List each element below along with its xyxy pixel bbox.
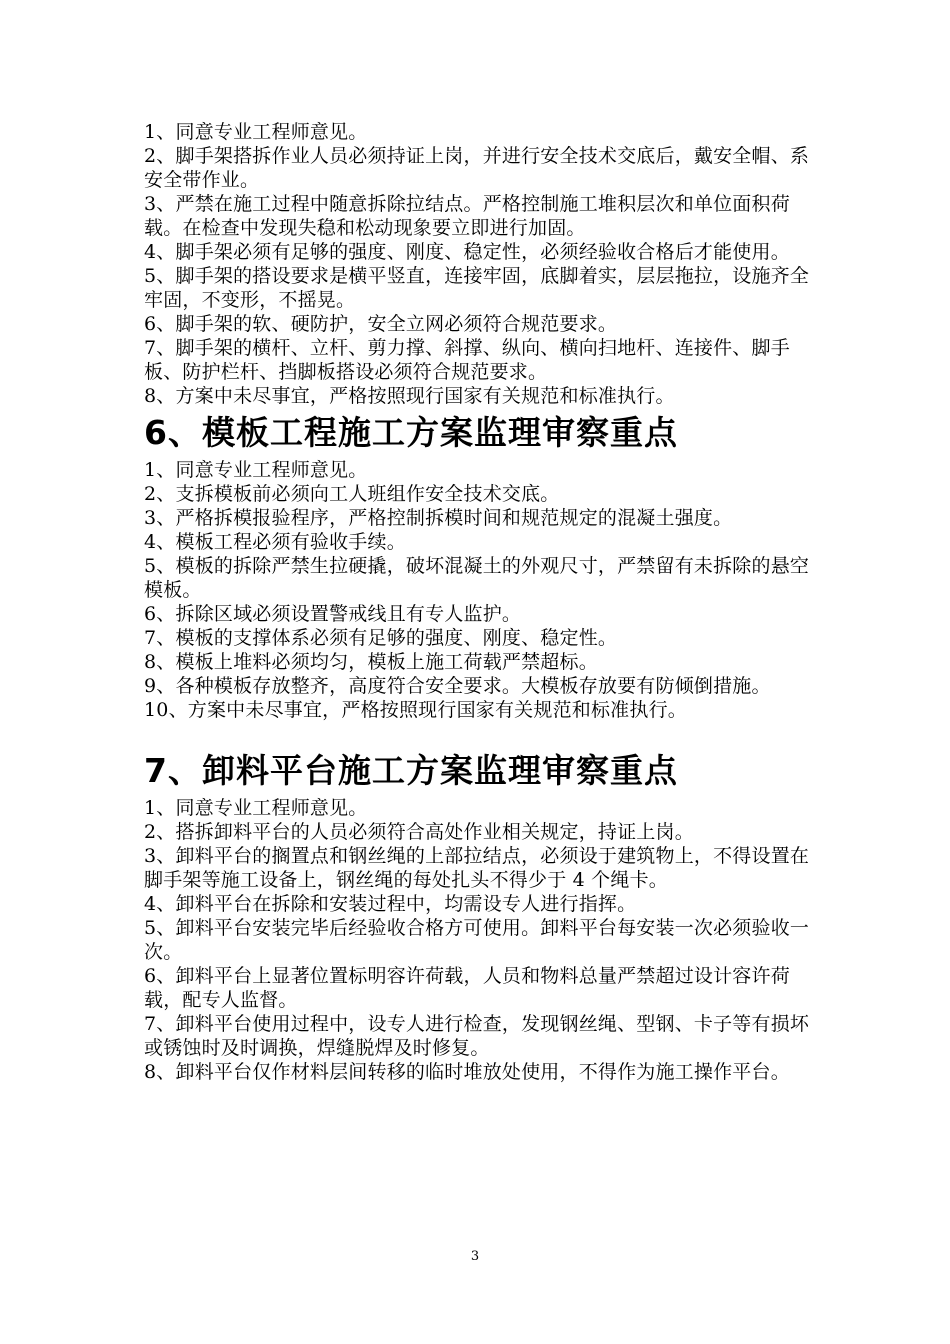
list-item: 7、脚手架的横杆、立杆、剪力撑、斜撑、纵向、横向扫地杆、连接件、脚手板、防护栏杆、挡脚板搭设必须符合规范要求。 xyxy=(144,337,790,383)
list-item: 5、卸料平台安装完毕后经验收合格方可使用。卸料平台每安装一次必须验收一次。 xyxy=(144,917,810,963)
list-item: 6、脚手架的软、硬防护，安全立网必须符合规范要求。 xyxy=(144,313,618,335)
section-6-heading: 6、模板工程施工方案监理审察重点 xyxy=(144,413,678,452)
list-item: 9、各种模板存放整齐，高度符合安全要求。大模板存放要有防倾倒措施。 xyxy=(144,675,771,697)
section-6-list xyxy=(144,458,816,722)
list-item: 4、卸料平台在拆除和安装过程中，均需设专人进行指挥。 xyxy=(144,893,637,915)
list-item: 7、卸料平台使用过程中，设专人进行检查，发现钢丝绳、型钢、卡子等有损坏或锈蚀时及时调换，焊缝脱焊及时修复。 xyxy=(144,1013,810,1059)
list-item: 3、严格拆模报验程序，严格控制拆模时间和规范规定的混凝土强度。 xyxy=(144,507,733,529)
list-item: 8、模板上堆料必须均匀，模板上施工荷载严禁超标。 xyxy=(144,651,598,673)
list-item: 5、脚手架的搭设要求是横平竖直，连接牢固，底脚着实，层层拖拉，设施齐全牢固，不变形，不摇晃。 xyxy=(144,265,810,311)
list-item: 8、卸料平台仅作材料层间转移的临时堆放处使用，不得作为施工操作平台。 xyxy=(144,1061,790,1083)
list-item: 3、卸料平台的搁置点和钢丝绳的上部拉结点，必须设于建筑物上，不得设置在脚手架等施工设备上，钢丝绳的每处扎头不得少于 4 个绳卡。 xyxy=(144,845,810,891)
list-item: 2、脚手架搭拆作业人员必须持证上岗，并进行安全技术交底后，戴安全帽、系安全带作业。 xyxy=(144,145,810,191)
list-item: 6、卸料平台上显著位置标明容许荷载，人员和物料总量严禁超过设计容许荷载，配专人监督。 xyxy=(144,965,790,1011)
list-item: 1、同意专业工程师意见。 xyxy=(144,459,368,481)
list-item: 4、脚手架必须有足够的强度、刚度、稳定性，必须经验收合格后才能使用。 xyxy=(144,241,790,263)
section-5-list xyxy=(144,120,816,408)
section-spacer xyxy=(144,722,816,746)
list-item: 1、同意专业工程师意见。 xyxy=(144,797,368,819)
list-item: 3、严禁在施工过程中随意拆除拉结点。严格控制施工堆积层次和单位面积荷载。在检查中发现失稳和松动现象要立即进行加固。 xyxy=(144,193,790,239)
list-item: 10、方案中未尽事宜，严格按照现行国家有关规范和标准执行。 xyxy=(144,699,687,721)
list-item: 8、方案中未尽事宜，严格按照现行国家有关规范和标准执行。 xyxy=(144,385,675,407)
section-7-heading: 7、卸料平台施工方案监理审察重点 xyxy=(144,751,678,790)
list-item: 2、搭拆卸料平台的人员必须符合高处作业相关规定，持证上岗。 xyxy=(144,821,694,843)
page-number: 3 xyxy=(470,1249,480,1264)
page-content xyxy=(144,120,816,1084)
list-item: 1、同意专业工程师意见。 xyxy=(144,121,368,143)
list-item: 6、拆除区域必须设置警戒线且有专人监护。 xyxy=(144,603,522,625)
list-item: 4、模板工程必须有验收手续。 xyxy=(144,531,406,553)
list-item: 7、模板的支撑体系必须有足够的强度、刚度、稳定性。 xyxy=(144,627,618,649)
section-7-list xyxy=(144,796,816,1084)
list-item: 2、支拆模板前必须向工人班组作安全技术交底。 xyxy=(144,483,560,505)
list-item: 5、模板的拆除严禁生拉硬撬，破坏混凝土的外观尺寸，严禁留有未拆除的悬空模板。 xyxy=(144,555,810,601)
